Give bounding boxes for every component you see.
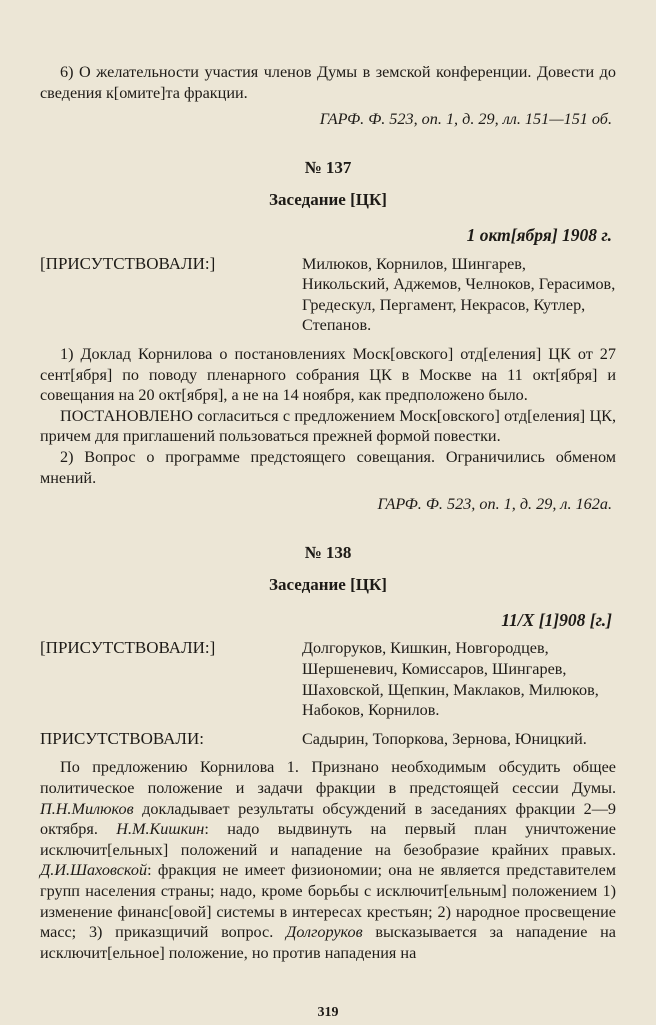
discussion-text: По предложению Корнилова 1. Признано необходимым обсудить общее политическое положение и задачи фракции в предстоящей сессии Думы. xyxy=(40,758,616,798)
document-title-137: Заседание [ЦК] xyxy=(269,190,387,210)
attendance-names: Долгоруков, Кишкин, Новгородцев, Шершеневич, Комиссаров, Шингарев, Шаховской, Щепкин, Маклаков, Милюков, Набоков, Корнилов. xyxy=(302,639,599,720)
paragraph-resolution: ПОСТАНОВЛЕНО согласиться с предложением Моск[овского] отд[еления] ЦК, причем для приглашений пользоваться прежней формой повестки. xyxy=(40,406,616,446)
speaker-name: Д.И.Шаховской xyxy=(40,861,148,880)
paragraph-program: 2) Вопрос о программе предстоящего совещания. Ограничились обменом мнений. xyxy=(40,447,616,487)
discussion-text: докладывает результаты обсуждений в заседаниях фракции 2—9 октября. xyxy=(40,799,616,839)
discussion-text: : фракция не имеет физиономии; она не является представителем групп населения страны; надо, кроме борьбы с исключит[ельным] положением 1) изменение финанс[овой] системы в интересах крестьян; 2) народное просвещение масс; 3) приказщичий вопрос. xyxy=(40,861,616,942)
attendance-block-138-guests xyxy=(40,729,616,750)
attendance-block-138 xyxy=(40,638,616,720)
item-6-text: 6) О желательности участия членов Думы в земской конференции. Довести до сведения к[омите]та фракции. xyxy=(40,63,616,102)
paragraph-report: 1) Доклад Корнилова о постановлениях Моск[овского] отд[еления] ЦК от 27 сент[ября] по поводу пленарного собрания ЦК в Москве на 11 окт[ября] и совещания на 20 окт[ября], а не на 14 ноября, как предположено было. xyxy=(40,344,616,405)
document-title-138: Заседание [ЦК] xyxy=(269,575,387,595)
attendance-label: [ПРИСУТСТВОВАЛИ:] xyxy=(40,253,216,273)
attendance-label: [ПРИСУТСТВОВАЛИ:] xyxy=(40,638,216,658)
speaker-name: Н.М.Кишкин xyxy=(116,820,205,839)
speaker-name: П.Н.Милюков xyxy=(40,799,134,818)
attendance-names: Садырин, Топоркова, Зернова, Юницкий. xyxy=(302,729,587,748)
attendance-names: Милюков, Корнилов, Шингарев, Никольский, Аджемов, Челноков, Герасимов, Гредескул, Пергамент, Некрасов, Кутлер, Степанов. xyxy=(302,254,616,335)
discussion-text: : надо выдвинуть на первый план уничтожение исключит[ельных] положений и нападение на безобразие крайних правых. xyxy=(40,820,616,859)
speaker-name: Долгоруков xyxy=(286,923,363,942)
attendance-block-137 xyxy=(40,254,616,336)
document-number-137: № 137 xyxy=(304,157,352,177)
paragraph-discussion xyxy=(40,757,616,963)
document-date-137: 1 окт[ября] 1908 г. xyxy=(466,224,612,245)
discussion-text: высказывается за нападение на исключит[ельное] положение, но против нападения на xyxy=(40,923,616,962)
attendance-label: ПРИСУТСТВОВАЛИ: xyxy=(40,728,204,748)
document-date-138: 11/X [1]908 [г.] xyxy=(501,609,612,630)
archive-source-1: ГАРФ. Ф. 523, оп. 1, д. 29, лл. 151—151 об. xyxy=(319,110,612,129)
archive-source-2: ГАРФ. Ф. 523, оп. 1, д. 29, л. 162а. xyxy=(377,495,612,514)
page-number: 319 xyxy=(317,1005,339,1020)
document-number-138: № 138 xyxy=(304,542,352,562)
